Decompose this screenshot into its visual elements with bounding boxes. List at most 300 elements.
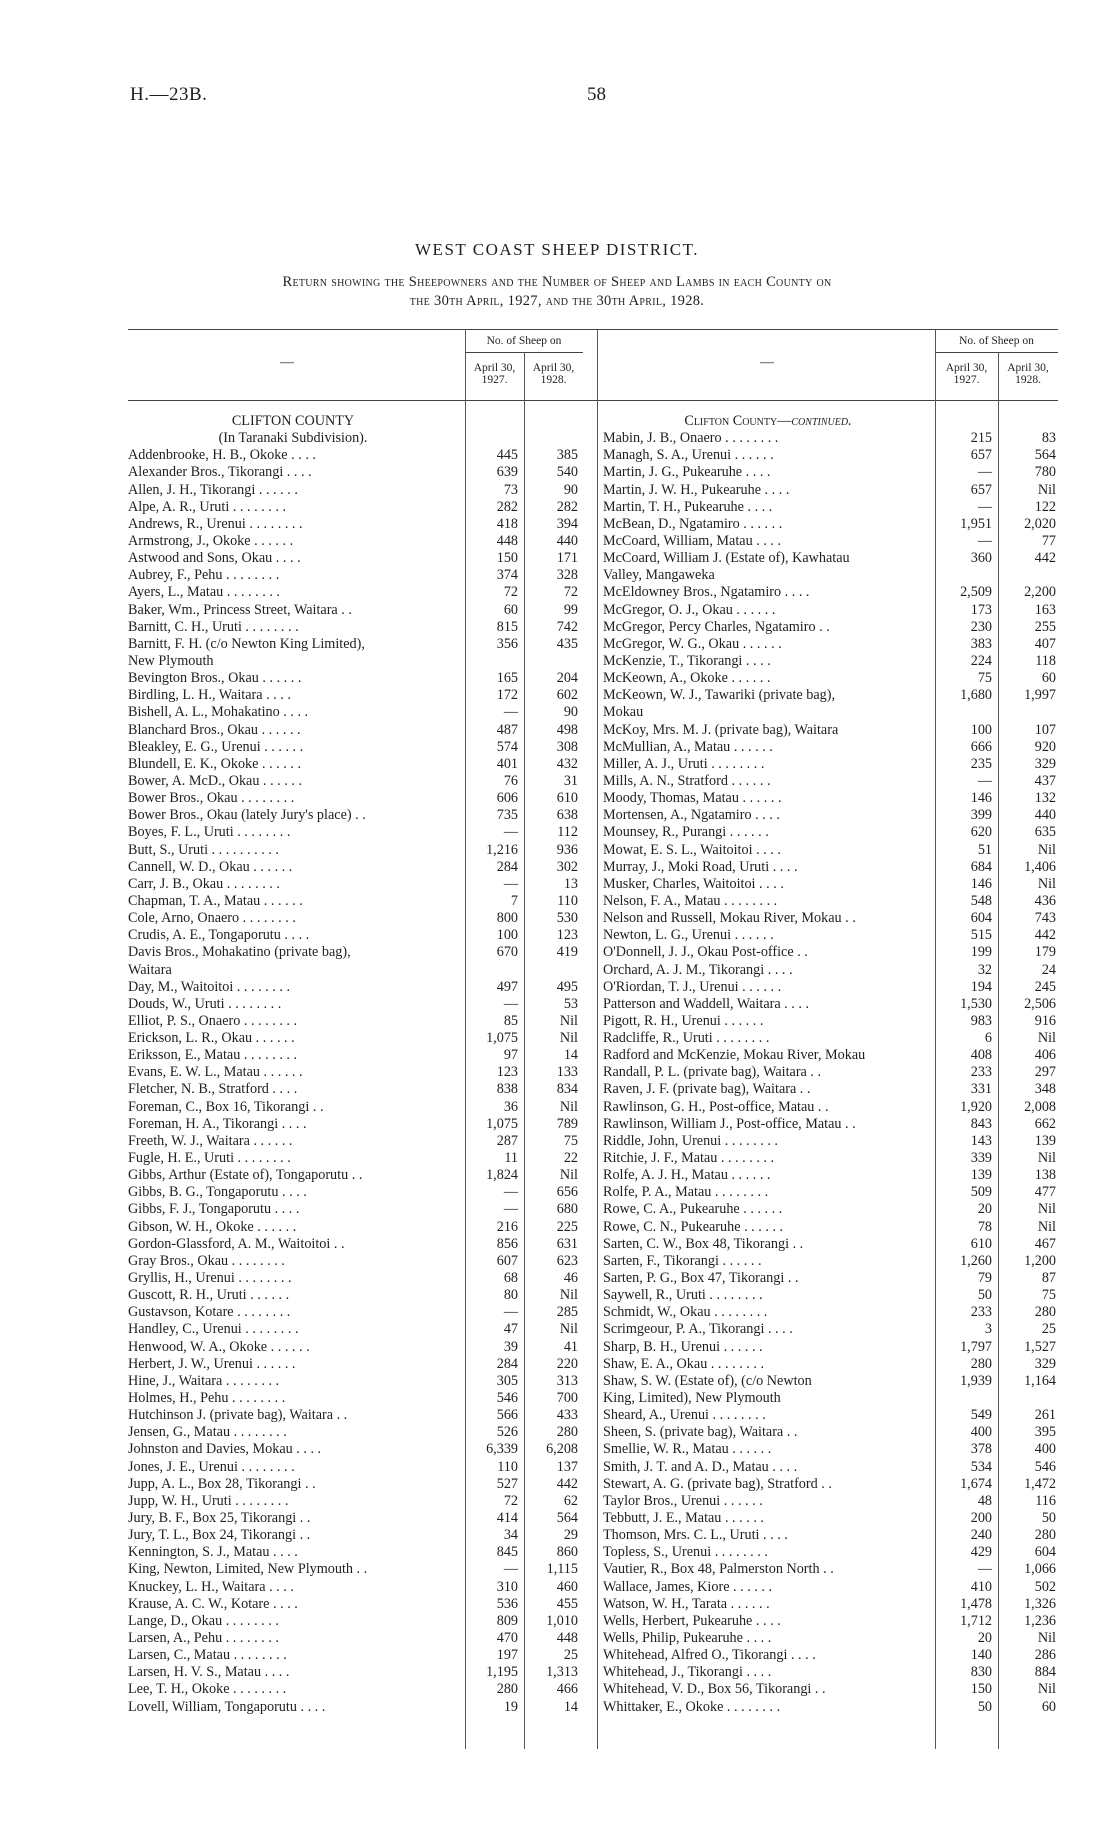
- sheepowner-name: O'Riordan, T. J., Urenui . . . . . .: [603, 978, 782, 995]
- table-row: [128, 944, 588, 961]
- sheep-count-1928: 435: [556, 635, 578, 652]
- sheep-count-1927: —: [977, 772, 992, 789]
- sheep-count-1928: 467: [1034, 1235, 1056, 1252]
- table-row: [128, 1664, 588, 1681]
- sheep-count-1927: —: [503, 875, 518, 892]
- left-col1-header: [465, 362, 524, 386]
- sheepowner-name: Smellie, W. R., Matau . . . . . .: [603, 1441, 772, 1458]
- sheep-count-1928: 1,313: [546, 1664, 578, 1681]
- table-row: [603, 1407, 1063, 1424]
- sheepowner-name: Rawlinson, G. H., Post-office, Matau . .: [603, 1098, 829, 1115]
- sheep-count-1928: 780: [1034, 464, 1056, 481]
- sheep-count-1928: 2,200: [1024, 584, 1056, 601]
- sheepowner-name: Sheen, S. (private bag), Waitara . .: [603, 1424, 798, 1441]
- sheep-count-1927: 48: [977, 1492, 992, 1509]
- sheep-count-1927: 50: [977, 1287, 992, 1304]
- sheepowner-name: Gryllis, H., Urenui . . . . . . . .: [128, 1270, 292, 1287]
- sheep-count-1928: Nil: [559, 1098, 578, 1115]
- table-row: [603, 1219, 1063, 1236]
- table-row: [603, 602, 1063, 619]
- sheep-count-1927: 331: [970, 1081, 992, 1098]
- sheep-count-1927: 401: [496, 755, 518, 772]
- table-row: [128, 1287, 588, 1304]
- table-row: [603, 1064, 1063, 1081]
- sheepowner-name: Birdling, L. H., Waitara . . . .: [128, 687, 291, 704]
- table-row: [603, 1356, 1063, 1373]
- table-row: [603, 670, 1063, 687]
- table-row: [603, 979, 1063, 996]
- table-row: [128, 636, 588, 653]
- table-row: [603, 1664, 1063, 1681]
- sheepowner-name: Radcliffe, R., Uruti . . . . . . . .: [603, 1030, 770, 1047]
- sheepowner-name: Wells, Herbert, Pukearuhe . . . .: [603, 1612, 781, 1629]
- sheepowner-name: Carr, J. B., Okau . . . . . . . .: [128, 875, 280, 892]
- sheep-count-1927: 194: [970, 978, 992, 995]
- sheep-count-1927: 235: [970, 755, 992, 772]
- sheepowner-name: Krause, A. C. W., Kotare . . . .: [128, 1595, 298, 1612]
- sheep-count-1928: 700: [556, 1390, 578, 1407]
- sheepowner-name: Martin, J. G., Pukearuhe . . . .: [603, 464, 771, 481]
- sheep-count-1927: 3: [984, 1321, 992, 1338]
- sheepowner-name: Jupp, A. L., Box 28, Tikorangi . .: [128, 1475, 316, 1492]
- sheepowner-name: Mortensen, A., Ngatamiro . . . .: [603, 807, 780, 824]
- sheep-count-1928: 282: [556, 498, 578, 515]
- sheep-count-1927: 110: [497, 1458, 518, 1475]
- sheep-count-1927: 75: [977, 670, 992, 687]
- sheep-count-1928: 297: [1034, 1064, 1056, 1081]
- sheep-count-1928: 255: [1034, 618, 1056, 635]
- sheep-count-1927: 1,712: [960, 1612, 992, 1629]
- sheep-count-1928: 1,164: [1024, 1372, 1056, 1389]
- sheepowner-name: Astwood and Sons, Okau . . . .: [128, 550, 301, 567]
- sheep-count-1928: 62: [563, 1492, 578, 1509]
- sheep-count-1927: 51: [977, 841, 992, 858]
- sheep-count-1927: 20: [977, 1629, 992, 1646]
- sheep-count-1928: 75: [563, 1132, 578, 1149]
- table-row: [128, 807, 588, 824]
- sheepowner-name: Randall, P. L. (private bag), Waitara . .: [603, 1064, 822, 1081]
- sheep-count-1927: 487: [496, 721, 518, 738]
- left-group-header: No. of Sheep on: [486, 335, 562, 347]
- sheep-count-1928: Nil: [559, 1287, 578, 1304]
- table-row: [603, 482, 1063, 499]
- sheep-count-1928: 77: [1041, 532, 1056, 549]
- table-row: [603, 807, 1063, 824]
- table-row: [603, 1390, 1063, 1407]
- sheep-count-1927: 548: [970, 892, 992, 909]
- sheep-count-1927: 670: [496, 944, 518, 961]
- sheep-count-1927: 50: [977, 1698, 992, 1715]
- sheepowner-name: Sharp, B. H., Urenui . . . . . .: [603, 1338, 763, 1355]
- sheep-count-1927: —: [503, 824, 518, 841]
- sheep-count-1928: 261: [1034, 1407, 1056, 1424]
- sheep-count-1928: 1,527: [1024, 1338, 1056, 1355]
- table-row: [603, 910, 1063, 927]
- sheep-count-1928: 460: [556, 1578, 578, 1595]
- sheep-count-1927: 399: [970, 807, 992, 824]
- sheepowner-name: Douds, W., Uruti . . . . . . . .: [128, 995, 282, 1012]
- sheepowner-name: Bower, A. McD., Okau . . . . . .: [128, 772, 302, 789]
- table-row: [128, 1630, 588, 1647]
- table-row: [603, 1150, 1063, 1167]
- sheep-count-1928: 2,506: [1024, 995, 1056, 1012]
- sheepowner-name: Gibson, W. H., Okoke . . . . . .: [128, 1218, 297, 1235]
- table-row: [603, 1304, 1063, 1321]
- sheep-count-1928: 834: [556, 1081, 578, 1098]
- sheep-count-1928: 623: [556, 1252, 578, 1269]
- sheep-count-1927: 410: [970, 1578, 992, 1595]
- table-row: [128, 1116, 588, 1133]
- table-row: [128, 584, 588, 601]
- page-title: WEST COAST SHEEP DISTRICT.: [415, 240, 699, 259]
- sheepowner-name: Jury, T. L., Box 24, Tikorangi . .: [128, 1527, 311, 1544]
- sheepowner-name: McGregor, O. J., Okau . . . . . .: [603, 601, 776, 618]
- table-row: [603, 1424, 1063, 1441]
- sheepowner-name: Saywell, R., Uruti . . . . . . . .: [603, 1287, 763, 1304]
- sheep-count-1927: 526: [496, 1424, 518, 1441]
- table-row: [603, 1561, 1063, 1578]
- sheepowner-name: Whitehead, J., Tikorangi . . . .: [603, 1664, 772, 1681]
- table-row: [128, 1424, 588, 1441]
- sheepowner-name: Nelson, F. A., Matau . . . . . . . .: [603, 892, 778, 909]
- table-row: [128, 1527, 588, 1544]
- sheep-count-1928: 477: [1034, 1184, 1056, 1201]
- right-col1-header-line1: April 30,: [945, 362, 988, 374]
- sheepowner-name: Taylor Bros., Urenui . . . . . .: [603, 1492, 763, 1509]
- sheep-count-1927: 735: [496, 807, 518, 824]
- sheepowner-name: Rolfe, P. A., Matau . . . . . . . .: [603, 1184, 769, 1201]
- sheep-count-1927: 72: [503, 1492, 518, 1509]
- sheep-count-1927: 497: [496, 978, 518, 995]
- sheep-count-1927: 100: [496, 927, 518, 944]
- sheep-count-1927: 310: [496, 1578, 518, 1595]
- sheepowner-name: Radford and McKenzie, Mokau River, Mokau: [603, 1047, 866, 1064]
- sheep-count-1928: Nil: [1037, 1150, 1056, 1167]
- sheepowner-name: Miller, A. J., Uruti . . . . . . . .: [603, 755, 765, 772]
- sheep-count-1927: 1,195: [486, 1664, 518, 1681]
- sheepowner-name: Musker, Charles, Waitoitoi . . . .: [603, 875, 784, 892]
- sheepowner-name: Barnitt, C. H., Uruti . . . . . . . .: [128, 618, 299, 635]
- sheepowner-name: Cannell, W. D., Okau . . . . . .: [128, 858, 293, 875]
- sheep-count-1927: 448: [496, 532, 518, 549]
- sheep-count-1927: 356: [496, 635, 518, 652]
- table-row: [128, 447, 588, 464]
- table-row: [128, 687, 588, 704]
- table-row: [603, 550, 1063, 567]
- sheepowner-name: McEldowney Bros., Ngatamiro . . . .: [603, 584, 810, 601]
- sheepowner-name: Holmes, H., Pehu . . . . . . . .: [128, 1390, 286, 1407]
- table-row: [128, 1459, 588, 1476]
- sheep-count-1928: 90: [563, 481, 578, 498]
- sheepowner-name: Gibbs, B. G., Tongaporutu . . . .: [128, 1184, 307, 1201]
- sheep-count-1928: 916: [1034, 1012, 1056, 1029]
- sheep-count-1928: 1,997: [1024, 687, 1056, 704]
- sheepowner-name: Hutchinson J. (private bag), Waitara . .: [128, 1407, 348, 1424]
- table-row: [128, 842, 588, 859]
- sheep-count-1927: 830: [970, 1664, 992, 1681]
- sheepowner-name: Alpe, A. R., Uruti . . . . . . . .: [128, 498, 287, 515]
- sheepowner-name: Sarten, P. G., Box 47, Tikorangi . .: [603, 1270, 799, 1287]
- table-header-bottom-rule: [128, 400, 1058, 401]
- sheepowner-name: Rowe, C. N., Pukearuhe . . . . . .: [603, 1218, 784, 1235]
- table-row: [603, 944, 1063, 961]
- table-row: [128, 1613, 588, 1630]
- sheepowner-name: Martin, J. W. H., Pukearuhe . . . .: [603, 481, 790, 498]
- sheepowner-name: Jury, B. F., Box 25, Tikorangi . .: [128, 1510, 311, 1526]
- table-row: [603, 859, 1063, 876]
- sheepowner-name: Sheard, A., Urenui . . . . . . . .: [603, 1407, 766, 1424]
- sheep-count-1927: 284: [496, 858, 518, 875]
- sheep-count-1928: 540: [556, 464, 578, 481]
- sheepowner-name: Orchard, A. J. M., Tikorangi . . . .: [603, 961, 793, 978]
- sheep-count-1928: 455: [556, 1595, 578, 1612]
- sheepowner-name: Lovell, William, Tongaporutu . . . .: [128, 1698, 326, 1715]
- sheep-count-1928: 285: [556, 1304, 578, 1321]
- sheep-count-1928: 638: [556, 807, 578, 824]
- sheepowner-name: McKenzie, T., Tikorangi . . . .: [603, 652, 771, 669]
- sheep-count-1928: 407: [1034, 635, 1056, 652]
- sheep-count-1927: 374: [496, 567, 518, 584]
- sheep-count-1928: 13: [563, 875, 578, 892]
- sheep-count-1927: 515: [970, 927, 992, 944]
- table-row: [603, 1493, 1063, 1510]
- left-rows: [128, 447, 588, 1715]
- sheep-count-1927: 383: [970, 635, 992, 652]
- sheep-count-1928: 1,010: [546, 1612, 578, 1629]
- sheep-count-1928: 419: [556, 944, 578, 961]
- table-row: [603, 1647, 1063, 1664]
- sheep-count-1927: 620: [970, 824, 992, 841]
- sheep-count-1927: 684: [970, 858, 992, 875]
- sheepowner-name: Bleakley, E. G., Urenui . . . . . .: [128, 738, 304, 755]
- sheep-count-1927: 815: [496, 618, 518, 635]
- sheep-count-1927: 549: [970, 1407, 992, 1424]
- sheep-count-1927: 360: [970, 550, 992, 567]
- left-table-column: [128, 413, 588, 1716]
- sheepowner-name: Lee, T. H., Okoke . . . . . . . .: [128, 1681, 287, 1698]
- sheep-count-1928: 743: [1034, 910, 1056, 927]
- sheep-count-1927: 200: [970, 1510, 992, 1526]
- sheep-count-1927: 1,260: [960, 1252, 992, 1269]
- sheepowner-name: Evans, E. W. L., Matau . . . . . .: [128, 1064, 303, 1081]
- sheep-count-1928: 204: [556, 670, 578, 687]
- sheep-count-1928: 133: [556, 1064, 578, 1081]
- sheep-count-1927: 20: [977, 1201, 992, 1218]
- sheepowner-name: Watson, W. H., Tarata . . . . . .: [603, 1595, 770, 1612]
- table-row: [603, 1527, 1063, 1544]
- sheep-count-1927: 150: [970, 1681, 992, 1698]
- table-row: [128, 619, 588, 636]
- table-row: [603, 464, 1063, 481]
- table-row: [603, 704, 1063, 721]
- sheep-count-1928: 225: [556, 1218, 578, 1235]
- sheep-count-1927: 604: [970, 910, 992, 927]
- sheep-count-1927: 809: [496, 1612, 518, 1629]
- table-row: [128, 962, 588, 979]
- table-row: [128, 704, 588, 721]
- table-row: [128, 1647, 588, 1664]
- sheep-count-1927: 165: [496, 670, 518, 687]
- sheepowner-name: Eriksson, E., Matau . . . . . . . .: [128, 1047, 298, 1064]
- sheepowner-name: Alexander Bros., Tikorangi . . . .: [128, 464, 312, 481]
- sheep-count-1928: 442: [1034, 927, 1056, 944]
- sheepowner-name: Topless, S., Urenui . . . . . . . .: [603, 1544, 768, 1561]
- table-row: [603, 687, 1063, 704]
- sheepowner-name: McKoy, Mrs. M. J. (private bag), Waitara: [603, 721, 839, 738]
- sheep-count-1927: 1,075: [486, 1030, 518, 1047]
- sheep-count-1928: Nil: [559, 1030, 578, 1047]
- sheepowner-name: Smith, J. T. and A. D., Matau . . . .: [603, 1458, 798, 1475]
- sheep-count-1927: 838: [496, 1081, 518, 1098]
- sheep-count-1927: 666: [970, 738, 992, 755]
- sheep-count-1928: 280: [1034, 1304, 1056, 1321]
- table-row: [603, 1099, 1063, 1116]
- sheep-count-1928: 25: [1041, 1321, 1056, 1338]
- sheep-count-1928: 631: [556, 1235, 578, 1252]
- sheep-count-1927: 657: [970, 447, 992, 464]
- sheep-count-1927: 123: [496, 1064, 518, 1081]
- left-col1-header-line2: 1927.: [481, 374, 508, 386]
- table-row: [128, 1047, 588, 1064]
- sheep-count-1927: 19: [503, 1698, 518, 1715]
- sheep-count-1928: 1,200: [1024, 1252, 1056, 1269]
- sheep-count-1928: 495: [556, 978, 578, 995]
- table-row: [128, 1561, 588, 1578]
- sheep-count-1927: 85: [503, 1012, 518, 1029]
- table-row: [603, 1047, 1063, 1064]
- sheepowner-name: Rolfe, A. J. H., Matau . . . . . .: [603, 1167, 771, 1184]
- sheepowner-name: Gustavson, Kotare . . . . . . . .: [128, 1304, 291, 1321]
- table-row: [128, 1201, 588, 1218]
- table-row: [603, 1373, 1063, 1390]
- sheep-count-1928: Nil: [1037, 1201, 1056, 1218]
- sheep-count-1927: 215: [970, 430, 992, 447]
- sheep-count-1927: 73: [503, 481, 518, 498]
- right-col1-header: [935, 362, 998, 386]
- sheepowner-name: Mowat, E. S. L., Waitoitoi . . . .: [603, 841, 781, 858]
- table-row: [603, 1116, 1063, 1133]
- sheepowner-name: Mabin, J. B., Onaero . . . . . . . .: [603, 430, 779, 447]
- sheepowner-name: Armstrong, J., Okoke . . . . . .: [128, 532, 294, 549]
- sheep-count-1928: 137: [556, 1458, 578, 1475]
- sheepowner-name: Stewart, A. G. (private bag), Stratford . .: [603, 1475, 832, 1492]
- sheep-count-1928: 329: [1034, 755, 1056, 772]
- sheepowner-name: Freeth, W. J., Waitara . . . . . .: [128, 1132, 293, 1149]
- sheep-count-1927: 240: [970, 1527, 992, 1544]
- table-row: [128, 1167, 588, 1184]
- sheep-count-1928: 498: [556, 721, 578, 738]
- sheepowner-name: McMullian, A., Matau . . . . . .: [603, 738, 773, 755]
- sheep-count-1927: 233: [970, 1064, 992, 1081]
- sheepowner-name: Handley, C., Urenui . . . . . . . .: [128, 1321, 299, 1338]
- sheep-count-1927: 140: [970, 1647, 992, 1664]
- sheepowner-name: Knuckey, L. H., Waitara . . . .: [128, 1578, 294, 1595]
- sheepowner-name: Gibbs, Arthur (Estate of), Tongaporutu . .: [128, 1167, 363, 1184]
- sheepowner-name: Shaw, E. A., Okau . . . . . . . .: [603, 1355, 765, 1372]
- sheep-count-1927: 6,339: [486, 1441, 518, 1458]
- sheep-count-1927: 39: [503, 1338, 518, 1355]
- sheep-count-1928: 308: [556, 738, 578, 755]
- table-row: [603, 876, 1063, 893]
- sheep-count-1928: 22: [563, 1150, 578, 1167]
- left-col2-header-line2: 1928.: [540, 374, 567, 386]
- table-row: [603, 1013, 1063, 1030]
- table-row: [128, 722, 588, 739]
- table-row: [603, 567, 1063, 584]
- running-head: [0, 84, 1114, 108]
- table-row: [603, 619, 1063, 636]
- sheep-count-1928: 2,008: [1024, 1098, 1056, 1115]
- sheep-count-1928: Nil: [1037, 1218, 1056, 1235]
- sheepowner-name: Larsen, A., Pehu . . . . . . . .: [128, 1629, 279, 1646]
- table-row: [603, 790, 1063, 807]
- sheep-count-1928: 502: [1034, 1578, 1056, 1595]
- sheepowner-name: Gray Bros., Okau . . . . . . . .: [128, 1252, 285, 1269]
- sheep-count-1928: 656: [556, 1184, 578, 1201]
- table-row: [128, 1510, 588, 1527]
- sheep-count-1928: 139: [1034, 1132, 1056, 1149]
- sheep-count-1927: —: [977, 532, 992, 549]
- table-row: [128, 602, 588, 619]
- table-row: [128, 1407, 588, 1424]
- left-col2-header: [524, 362, 583, 386]
- sheepowner-name: Barnitt, F. H. (c/o Newton King Limited),: [128, 635, 365, 652]
- sheep-count-1928: 432: [556, 755, 578, 772]
- table-row: [128, 1184, 588, 1201]
- sheepowner-name: McGregor, W. G., Okau . . . . . .: [603, 635, 782, 652]
- table-row: [128, 482, 588, 499]
- right-col1-header-line2: 1927.: [953, 374, 980, 386]
- sheepowner-name: Andrews, R., Urenui . . . . . . . .: [128, 515, 303, 532]
- sheep-count-1928: 442: [1034, 550, 1056, 567]
- table-row: [128, 1476, 588, 1493]
- table-row: [128, 756, 588, 773]
- sheep-count-1928: 163: [1034, 601, 1056, 618]
- sheepowner-name: Bower Bros., Okau (lately Jury's place) . .: [128, 807, 366, 824]
- sheepowner-name: Gordon-Glassford, A. M., Waitoitoi . .: [128, 1235, 345, 1252]
- sheep-count-1927: —: [503, 1561, 518, 1578]
- sheep-count-1927: 6: [984, 1030, 992, 1047]
- sheep-count-1928: 328: [556, 567, 578, 584]
- table-row: [128, 1030, 588, 1047]
- table-row: [128, 996, 588, 1013]
- sheep-count-1927: 400: [970, 1424, 992, 1441]
- sheep-count-1928: 1,406: [1024, 858, 1056, 875]
- sheep-count-1928: 437: [1034, 772, 1056, 789]
- table-row: [128, 1699, 588, 1716]
- sheepowner-name: Hine, J., Waitara . . . . . . . .: [128, 1372, 280, 1389]
- sheepowner-name: Johnston and Davies, Mokau . . . .: [128, 1441, 322, 1458]
- sheepowner-name: Aubrey, F., Pehu . . . . . . . .: [128, 567, 280, 584]
- sheep-count-1927: 574: [496, 738, 518, 755]
- sheep-count-1927: —: [503, 995, 518, 1012]
- sheep-count-1927: 97: [503, 1047, 518, 1064]
- right-group-header: No. of Sheep on: [959, 335, 1034, 347]
- sheep-count-1928: 406: [1034, 1047, 1056, 1064]
- sheep-count-1927: 606: [496, 790, 518, 807]
- sheep-count-1927: 68: [503, 1270, 518, 1287]
- table-row: [128, 739, 588, 756]
- sheep-count-1927: 856: [496, 1235, 518, 1252]
- sheep-count-1927: 800: [496, 910, 518, 927]
- table-row: [128, 1133, 588, 1150]
- sheep-count-1928: 280: [556, 1424, 578, 1441]
- sheep-count-1928: 25: [563, 1647, 578, 1664]
- sheep-count-1927: 843: [970, 1115, 992, 1132]
- continued-heading-county: Clifton County—: [684, 413, 792, 429]
- sheepowner-name: Elliot, P. S., Onaero . . . . . . . .: [128, 1012, 298, 1029]
- sheepowner-name: Thomson, Mrs. C. L., Uruti . . . .: [603, 1527, 788, 1544]
